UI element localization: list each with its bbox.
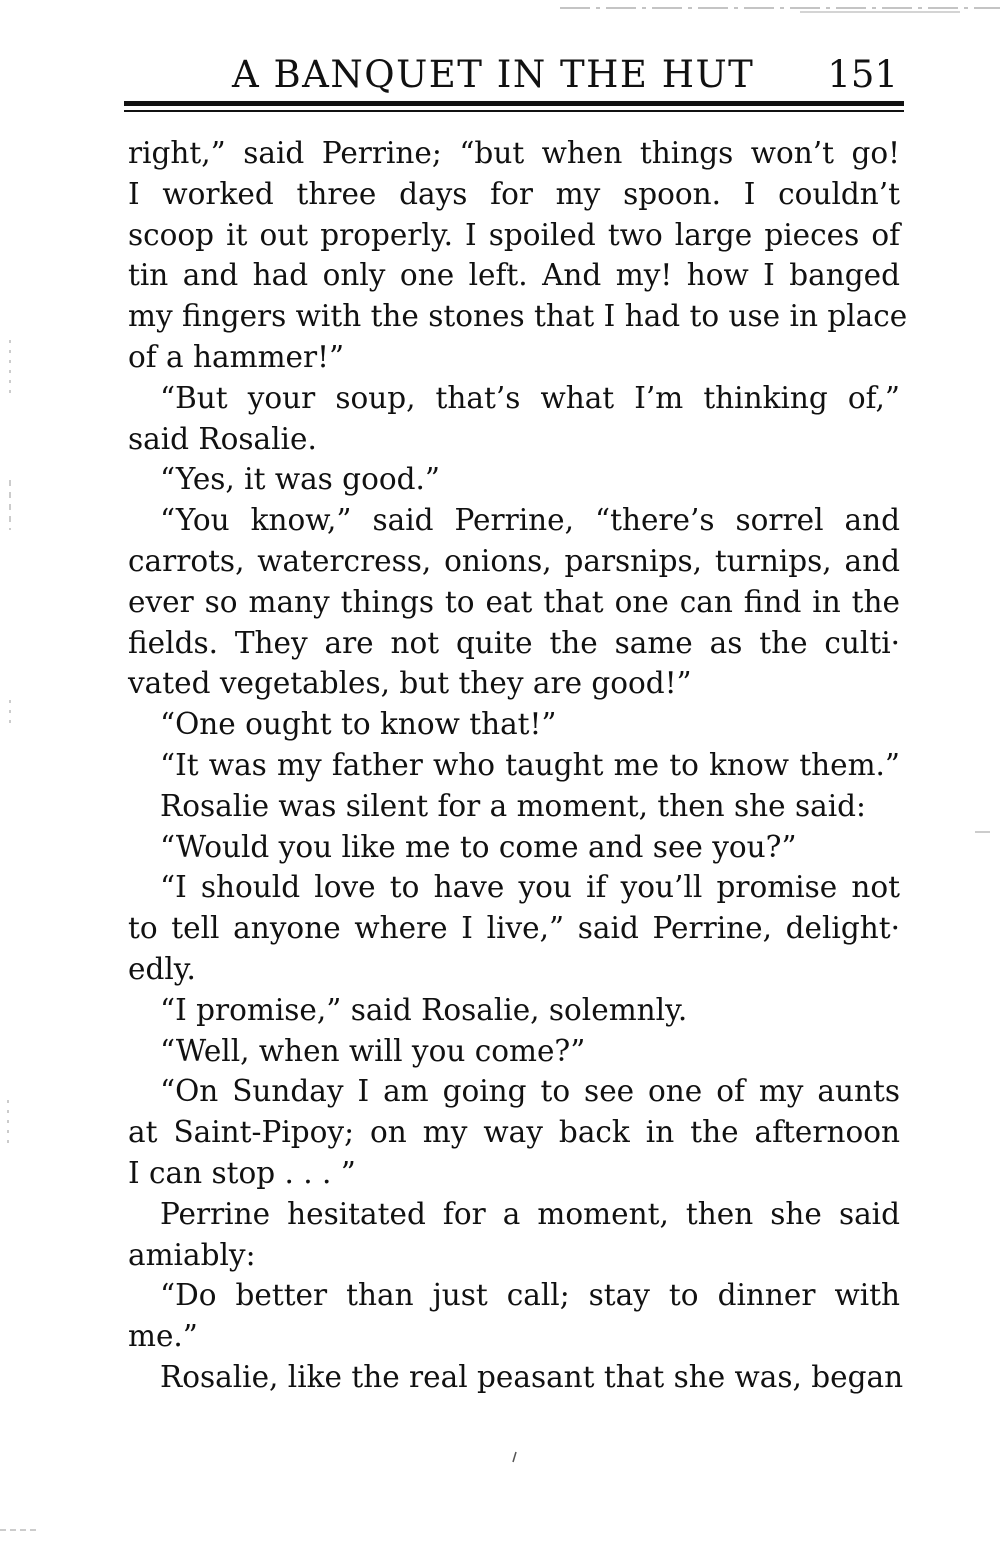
text-line: “Would you like me to come and see you?”	[160, 829, 797, 864]
text-line: right,” said Perrine; “but when things won’t go!	[128, 136, 900, 170]
running-head	[128, 52, 900, 98]
text-line: to tell anyone where I live,” said Perrine, delight·	[128, 911, 900, 946]
text-line: edly.	[128, 951, 196, 986]
chapter-title: A BANQUET IN THE HUT	[232, 53, 755, 96]
text-line: I can stop . . . ”	[128, 1155, 356, 1190]
text-line: scoop it out properly. I spoiled two large pieces of	[128, 217, 900, 252]
text-line: Rosalie was silent for a moment, then she said:	[160, 788, 866, 823]
text-line: ever so many things to eat that one can find in the	[128, 584, 900, 619]
text-line: Perrine hesitated for a moment, then she said	[160, 1196, 900, 1231]
text-line: Rosalie, like the real peasant that she was, began	[160, 1359, 904, 1394]
text-line: “You know,” said Perrine, “there’s sorrel and	[160, 503, 900, 538]
text-line: “On Sunday I am going to see one of my aunts	[160, 1074, 900, 1109]
text-line: “I should love to have you if you’ll promise not	[160, 870, 900, 905]
text-line: vated vegetables, but they are good!”	[128, 666, 692, 701]
text-line: tin and had only one left. And my! how I banged	[128, 258, 900, 293]
text-line: “I promise,” said Rosalie, solemnly.	[160, 992, 688, 1027]
text-line: carrots, watercress, onions, parsnips, turnips, and	[128, 543, 900, 578]
body-text	[128, 133, 908, 1398]
header-rule-thick	[124, 101, 904, 106]
text-line: my fingers with the stones that I had to use in place	[128, 299, 908, 334]
text-line: amiably:	[128, 1237, 256, 1272]
text-line: said Rosalie.	[128, 421, 317, 456]
header-rule-thin	[124, 110, 904, 112]
page-number: 151	[827, 53, 898, 96]
text-line: “But your soup, that’s what I’m thinking of,”	[160, 380, 900, 415]
text-line: “Well, when will you come?”	[160, 1033, 586, 1068]
text-line: me.”	[128, 1319, 198, 1354]
text-line: fields. They are not quite the same as the culti·	[128, 625, 900, 660]
text-line: of a hammer!”	[128, 339, 345, 374]
text-line: “It was my father who taught me to know them.”	[160, 747, 900, 782]
text-line: I worked three days for my spoon. I couldn’t	[128, 176, 900, 211]
text-line: at Saint-Pipoy; on my way back in the afternoon	[128, 1115, 900, 1150]
text-line: “One ought to know that!”	[160, 707, 557, 742]
text-line: “Do better than just call; stay to dinner with	[160, 1278, 900, 1313]
text-line: “Yes, it was good.”	[160, 462, 440, 497]
